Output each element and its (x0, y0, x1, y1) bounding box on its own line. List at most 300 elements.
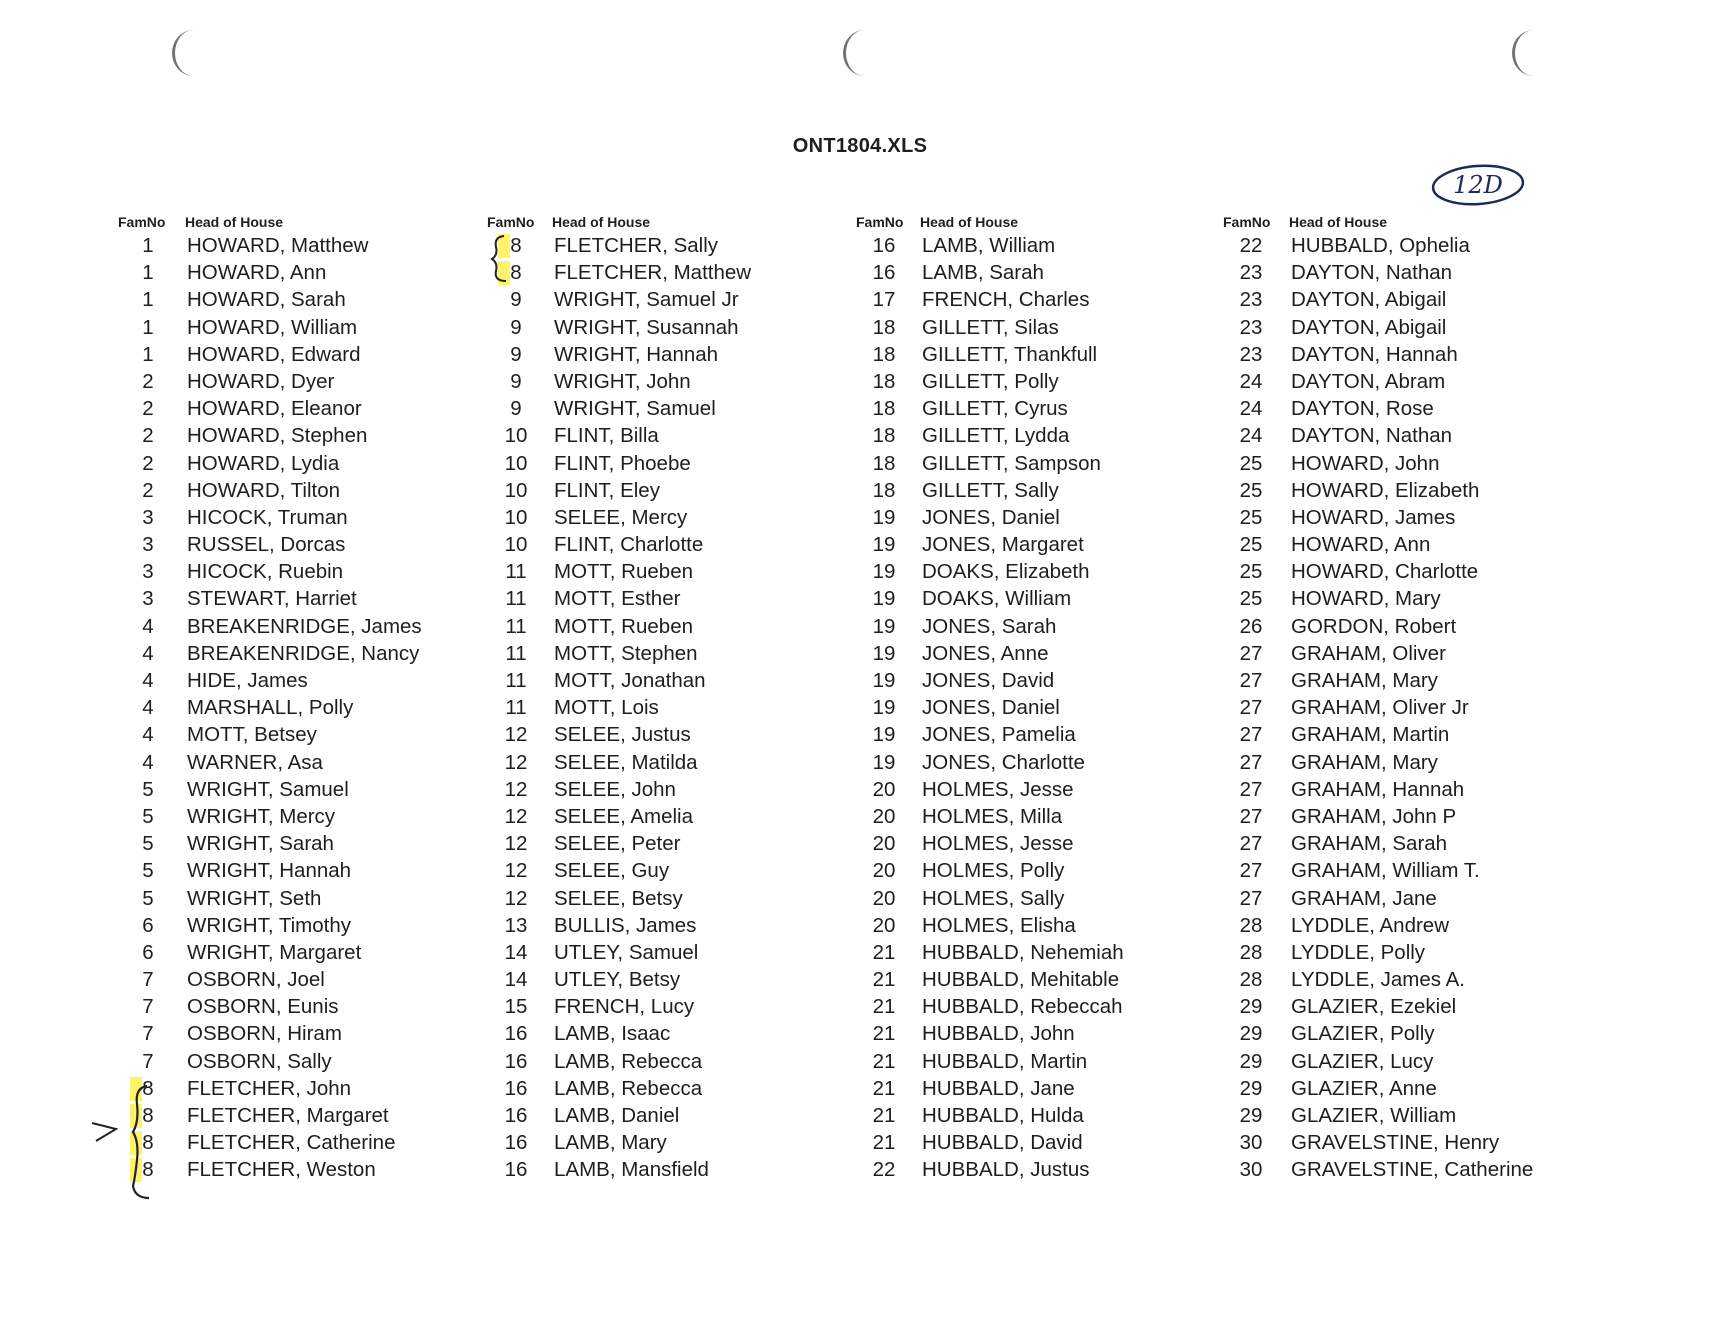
table-row (1223, 452, 1563, 479)
famno-cell: 18 (872, 424, 896, 448)
head-of-house-cell: GRAVELSTINE, Henry (1291, 1131, 1500, 1155)
table-row (1223, 805, 1563, 832)
table-row (1223, 914, 1563, 941)
famno-cell: 5 (142, 777, 154, 801)
head-of-house-cell: SELEE, Justus (554, 723, 691, 747)
famno-cell: 17 (872, 288, 896, 312)
famno-cell: 22 (872, 1158, 896, 1182)
table-row (856, 723, 1196, 750)
table-column-2 (487, 212, 827, 1186)
table-row (487, 370, 827, 397)
table-row (118, 859, 458, 886)
famno-cell: 27 (1239, 859, 1263, 883)
famno-cell: 19 (872, 750, 896, 774)
famno-cell: 19 (872, 641, 896, 665)
famno-cell: 2 (142, 451, 154, 475)
head-of-house-cell: WRIGHT, Susannah (554, 315, 739, 339)
table-row (487, 778, 827, 805)
hole-punch-mark (172, 30, 215, 76)
table-column-4 (1223, 212, 1563, 1186)
famno-cell: 28 (1239, 913, 1263, 937)
table-row (1223, 832, 1563, 859)
head-of-house-cell: FLETCHER, Catherine (187, 1131, 396, 1155)
famno-cell: 21 (872, 1076, 896, 1100)
head-of-house-cell: GRAHAM, Hannah (1291, 777, 1465, 801)
head-of-house-cell: LAMB, Rebecca (554, 1049, 703, 1073)
famno-cell: 12 (504, 859, 528, 883)
table-row (487, 832, 827, 859)
head-of-house-cell: SELEE, Peter (554, 832, 681, 856)
head-of-house-cell: MOTT, Stephen (554, 641, 698, 665)
head-of-house-cell: HOLMES, Polly (922, 859, 1065, 883)
head-of-house-cell: DAYTON, Abram (1291, 369, 1446, 393)
head-of-house-cell: WRIGHT, Samuel (187, 777, 349, 801)
famno-cell: 11 (505, 560, 527, 584)
famno-cell: 21 (872, 1022, 896, 1046)
head-of-house-cell: GLAZIER, Lucy (1291, 1049, 1434, 1073)
table-row (856, 1104, 1196, 1131)
famno-cell: 4 (142, 696, 154, 720)
table-row (118, 669, 458, 696)
head-of-house-cell: HOWARD, Matthew (187, 234, 369, 257)
table-row (487, 859, 827, 886)
head-of-house-cell: JONES, Margaret (922, 533, 1084, 557)
head-of-house-cell: HOWARD, Stephen (187, 424, 368, 448)
table-row (1223, 723, 1563, 750)
head-of-house-cell: WRIGHT, Hannah (187, 859, 352, 883)
table-row (487, 805, 827, 832)
table-row (1223, 1050, 1563, 1077)
head-of-house-cell: HOWARD, Lydia (187, 451, 340, 475)
table-row (118, 479, 458, 506)
famno-cell: 20 (872, 913, 896, 937)
table-row (118, 1104, 458, 1131)
famno-cell: 10 (504, 505, 528, 529)
head-of-house-cell: WRIGHT, John (554, 369, 691, 393)
table-row (856, 832, 1196, 859)
table-row (1223, 887, 1563, 914)
famno-cell: 12 (504, 750, 528, 774)
famno-cell: 21 (872, 968, 896, 992)
table-row (1223, 1077, 1563, 1104)
table-row (118, 696, 458, 723)
head-of-house-cell: HOWARD, John (1291, 451, 1440, 475)
head-of-house-cell: GLAZIER, Ezekiel (1291, 995, 1457, 1019)
famno-cell: 16 (504, 1076, 528, 1100)
head-of-house-cell: LYDDLE, James A. (1291, 968, 1465, 992)
famno-cell: 19 (872, 723, 896, 747)
head-of-house-cell: LAMB, William (922, 234, 1056, 257)
famno-cell: 3 (142, 587, 154, 611)
head-of-house-cell: HIDE, James (187, 669, 308, 692)
head-of-house-cell: OSBORN, Sally (187, 1049, 332, 1073)
head-of-house-cell: GRAHAM, Sarah (1291, 832, 1448, 856)
head-of-house-cell: MOTT, Rueben (554, 560, 693, 584)
head-of-house-cell: GILLETT, Polly (922, 369, 1059, 393)
famno-cell: 14 (504, 968, 528, 992)
table-row (1223, 968, 1563, 995)
table-row (1223, 234, 1563, 261)
table-row (856, 533, 1196, 560)
head-of-house-cell: WRIGHT, Seth (187, 886, 322, 910)
famno-cell: 12 (504, 832, 528, 856)
head-of-house-cell: HICOCK, Ruebin (187, 560, 344, 584)
head-of-house-cell: HUBBALD, Nehemiah (922, 940, 1124, 964)
table-row (118, 968, 458, 995)
table-row (856, 887, 1196, 914)
head-of-house-cell: GLAZIER, Anne (1291, 1076, 1437, 1100)
table-row (856, 261, 1196, 288)
table-row (856, 805, 1196, 832)
head-of-house-cell: DAYTON, Nathan (1291, 261, 1453, 285)
famno-cell: 23 (1239, 315, 1263, 339)
table-row (118, 723, 458, 750)
head-of-house-cell: GILLETT, Lydda (922, 424, 1070, 448)
table-row (1223, 316, 1563, 343)
table-row (118, 424, 458, 451)
head-of-house-cell: GILLETT, Silas (922, 315, 1059, 339)
famno-cell: 12 (504, 777, 528, 801)
famno-cell: 10 (504, 451, 528, 475)
table-row (856, 1077, 1196, 1104)
handwritten-page-mark (1428, 160, 1528, 210)
head-of-house-cell: FRENCH, Charles (922, 288, 1090, 312)
famno-cell: 23 (1239, 342, 1263, 366)
head-of-house-cell: JONES, Sarah (922, 614, 1057, 638)
head-of-house-cell: GILLETT, Cyrus (922, 397, 1068, 421)
table-row (118, 533, 458, 560)
table-row (487, 261, 827, 288)
table-row (1223, 397, 1563, 424)
famno-cell: 26 (1239, 614, 1263, 638)
famno-cell: 22 (1239, 234, 1263, 257)
table-row (118, 1077, 458, 1104)
head-of-house-cell: HICOCK, Truman (187, 505, 348, 529)
famno-cell: 19 (872, 533, 896, 557)
table-row (487, 587, 827, 614)
head-of-house-cell: GORDON, Robert (1291, 614, 1457, 638)
table-row (118, 343, 458, 370)
famno-cell: 19 (872, 587, 896, 611)
head-of-house-cell: WRIGHT, Hannah (554, 342, 719, 366)
famno-cell: 21 (872, 940, 896, 964)
table-row (487, 723, 827, 750)
table-row (856, 1050, 1196, 1077)
famno-cell: 29 (1239, 1049, 1263, 1073)
table-row (1223, 1104, 1563, 1131)
head-of-house-cell: GLAZIER, Polly (1291, 1022, 1435, 1046)
head-of-house-cell: HUBBALD, Jane (922, 1076, 1075, 1100)
table-row (487, 642, 827, 669)
head-of-house-header: Head of House (1289, 214, 1388, 230)
head-of-house-cell: STEWART, Harriet (187, 587, 357, 611)
head-of-house-cell: OSBORN, Eunis (187, 995, 339, 1019)
famno-cell: 11 (505, 614, 527, 638)
famno-cell: 8 (128, 1131, 168, 1155)
head-of-house-cell: WRIGHT, Samuel (554, 397, 716, 421)
famno-cell: 6 (142, 940, 154, 964)
head-of-house-cell: HUBBALD, Ophelia (1291, 234, 1470, 257)
table-row (856, 968, 1196, 995)
head-of-house-cell: JONES, David (922, 669, 1055, 692)
famno-cell: 19 (872, 614, 896, 638)
table-row (856, 234, 1196, 261)
head-of-house-header: Head of House (552, 214, 651, 230)
head-of-house-cell: OSBORN, Joel (187, 968, 325, 992)
famno-cell: 20 (872, 859, 896, 883)
head-of-house-cell: OSBORN, Hiram (187, 1022, 342, 1046)
table-row (118, 1050, 458, 1077)
famno-header: FamNo (118, 214, 166, 230)
famno-cell: 25 (1239, 505, 1263, 529)
famno-cell: 12 (504, 886, 528, 910)
famno-cell: 10 (504, 478, 528, 502)
head-of-house-cell: GRAHAM, William T. (1291, 859, 1480, 883)
famno-cell: 5 (142, 886, 154, 910)
famno-cell: 16 (504, 1049, 528, 1073)
famno-cell: 24 (1239, 424, 1263, 448)
table-row (487, 397, 827, 424)
head-of-house-cell: LAMB, Mansfield (554, 1158, 709, 1182)
table-row (1223, 778, 1563, 805)
table-row (1223, 642, 1563, 669)
table-row (487, 1050, 827, 1077)
head-of-house-cell: LAMB, Isaac (554, 1022, 671, 1046)
table-row (118, 914, 458, 941)
head-of-house-cell: GILLETT, Sally (922, 478, 1059, 502)
table-row (856, 941, 1196, 968)
famno-cell: 30 (1239, 1131, 1263, 1155)
head-of-house-cell: HUBBALD, Justus (922, 1158, 1090, 1182)
head-of-house-cell: UTLEY, Betsy (554, 968, 681, 992)
head-of-house-cell: LAMB, Daniel (554, 1104, 680, 1127)
table-row (118, 587, 458, 614)
head-of-house-cell: WRIGHT, Margaret (187, 940, 362, 964)
table-row (856, 452, 1196, 479)
table-row (118, 506, 458, 533)
head-of-house-cell: MOTT, Rueben (554, 614, 693, 638)
table-row (487, 1131, 827, 1158)
head-of-house-cell: WRIGHT, Sarah (187, 832, 334, 856)
famno-cell: 18 (872, 315, 896, 339)
table-row (856, 778, 1196, 805)
head-of-house-cell: HOLMES, Milla (922, 804, 1063, 828)
famno-cell: 18 (872, 369, 896, 393)
table-row (1223, 995, 1563, 1022)
table-row (856, 424, 1196, 451)
table-row (1223, 1022, 1563, 1049)
famno-cell: 20 (872, 886, 896, 910)
head-of-house-cell: JONES, Daniel (922, 505, 1060, 529)
head-of-house-cell: BULLIS, James (554, 913, 697, 937)
head-of-house-cell: SELEE, Matilda (554, 750, 698, 774)
famno-cell: 29 (1239, 1022, 1263, 1046)
head-of-house-cell: GRAHAM, Martin (1291, 723, 1450, 747)
head-of-house-cell: DOAKS, William (922, 587, 1072, 611)
famno-cell: 7 (142, 1022, 154, 1046)
famno-cell: 27 (1239, 696, 1263, 720)
table-row (487, 914, 827, 941)
famno-cell: 27 (1239, 832, 1263, 856)
famno-cell: 29 (1239, 1076, 1263, 1100)
table-row (856, 316, 1196, 343)
head-of-house-cell: GLAZIER, William (1291, 1104, 1457, 1127)
table-row (856, 560, 1196, 587)
head-of-house-cell: DAYTON, Rose (1291, 397, 1434, 421)
famno-cell: 15 (504, 995, 528, 1019)
handwritten-arrow-icon (88, 1115, 124, 1145)
famno-cell: 20 (872, 804, 896, 828)
famno-cell: 5 (142, 832, 154, 856)
head-of-house-cell: MOTT, Esther (554, 587, 681, 611)
famno-cell: 21 (872, 995, 896, 1019)
famno-header: FamNo (487, 214, 535, 230)
famno-cell: 9 (510, 397, 522, 421)
famno-cell: 19 (872, 669, 896, 692)
head-of-house-cell: WARNER, Asa (187, 750, 323, 774)
famno-cell: 1 (142, 342, 154, 366)
famno-cell: 16 (872, 234, 896, 257)
famno-cell: 9 (510, 369, 522, 393)
head-of-house-cell: FLETCHER, Margaret (187, 1104, 389, 1127)
head-of-house-cell: HOWARD, Edward (187, 342, 361, 366)
famno-cell: 11 (505, 696, 527, 720)
famno-cell: 28 (1239, 940, 1263, 964)
famno-cell: 10 (504, 424, 528, 448)
famno-cell: 2 (142, 369, 154, 393)
famno-cell: 4 (142, 750, 154, 774)
table-row (118, 1131, 458, 1158)
table-row (1223, 615, 1563, 642)
famno-cell: 29 (1239, 995, 1263, 1019)
head-of-house-cell: UTLEY, Samuel (554, 940, 699, 964)
head-of-house-cell: HOWARD, Eleanor (187, 397, 362, 421)
famno-cell: 25 (1239, 478, 1263, 502)
table-row (487, 234, 827, 261)
famno-cell: 27 (1239, 641, 1263, 665)
table-row (1223, 941, 1563, 968)
famno-cell: 20 (872, 832, 896, 856)
famno-cell: 23 (1239, 288, 1263, 312)
head-of-house-cell: SELEE, Amelia (554, 804, 694, 828)
table-row (487, 452, 827, 479)
famno-cell: 7 (142, 1049, 154, 1073)
head-of-house-cell: FLETCHER, Matthew (554, 261, 752, 285)
famno-cell: 18 (872, 397, 896, 421)
table-row (1223, 506, 1563, 533)
table-row (856, 288, 1196, 315)
head-of-house-cell: MARSHALL, Polly (187, 696, 354, 720)
head-of-house-cell: RUSSEL, Dorcas (187, 533, 346, 557)
head-of-house-cell: BREAKENRIDGE, James (187, 614, 422, 638)
head-of-house-cell: DAYTON, Hannah (1291, 342, 1458, 366)
famno-cell: 4 (142, 641, 154, 665)
head-of-house-cell: GRAHAM, Oliver (1291, 641, 1446, 665)
famno-cell: 25 (1239, 533, 1263, 557)
famno-cell: 21 (872, 1104, 896, 1127)
famno-cell: 9 (510, 342, 522, 366)
famno-cell: 4 (142, 669, 154, 692)
famno-cell: 16 (504, 1158, 528, 1182)
table-row (1223, 370, 1563, 397)
table-row (118, 1022, 458, 1049)
head-of-house-cell: HOWARD, Ann (187, 261, 327, 285)
table-row (118, 778, 458, 805)
famno-cell: 30 (1239, 1158, 1263, 1182)
famno-cell: 11 (505, 669, 527, 692)
table-row (856, 370, 1196, 397)
famno-cell: 7 (142, 968, 154, 992)
head-of-house-cell: FLINT, Charlotte (554, 533, 704, 557)
table-row (118, 887, 458, 914)
famno-cell: 12 (504, 723, 528, 747)
head-of-house-cell: GRAHAM, Jane (1291, 886, 1437, 910)
table-row (856, 479, 1196, 506)
head-of-house-cell: SELEE, Betsy (554, 886, 683, 910)
table-row (856, 1131, 1196, 1158)
famno-cell: 2 (142, 397, 154, 421)
hole-punch-mark (843, 30, 886, 76)
famno-cell: 3 (142, 560, 154, 584)
table-row (118, 288, 458, 315)
famno-cell: 7 (142, 995, 154, 1019)
head-of-house-cell: WRIGHT, Samuel Jr (554, 288, 739, 312)
table-row (1223, 261, 1563, 288)
table-row (1223, 288, 1563, 315)
famno-cell: 27 (1239, 804, 1263, 828)
table-row (487, 424, 827, 451)
column-header-row (487, 212, 827, 234)
table-row (118, 234, 458, 261)
table-row (1223, 587, 1563, 614)
document-title: ONT1804.XLS (792, 135, 928, 157)
table-row (1223, 533, 1563, 560)
head-of-house-cell: HOWARD, Dyer (187, 369, 335, 393)
table-row (487, 1158, 827, 1185)
famno-cell: 28 (1239, 968, 1263, 992)
famno-cell: 21 (872, 1131, 896, 1155)
head-of-house-cell: LAMB, Rebecca (554, 1076, 703, 1100)
famno-cell: 27 (1239, 777, 1263, 801)
table-row (856, 642, 1196, 669)
famno-cell: 27 (1239, 750, 1263, 774)
famno-cell: 16 (872, 261, 896, 285)
table-row (856, 995, 1196, 1022)
table-row (118, 642, 458, 669)
table-row (118, 832, 458, 859)
head-of-house-cell: LAMB, Sarah (922, 261, 1044, 285)
famno-cell: 9 (510, 315, 522, 339)
table-row (856, 696, 1196, 723)
table-row (118, 560, 458, 587)
table-row (487, 1104, 827, 1131)
head-of-house-cell: HUBBALD, Rebeccah (922, 995, 1123, 1019)
table-row (856, 669, 1196, 696)
head-of-house-cell: MOTT, Betsey (187, 723, 317, 747)
famno-cell: 14 (504, 940, 528, 964)
table-row (118, 805, 458, 832)
famno-cell: 24 (1239, 369, 1263, 393)
famno-cell: 1 (142, 234, 154, 257)
head-of-house-cell: GILLETT, Thankfull (922, 342, 1098, 366)
famno-header: FamNo (856, 214, 904, 230)
table-row (856, 615, 1196, 642)
head-of-house-header: Head of House (920, 214, 1019, 230)
table-row (118, 316, 458, 343)
famno-header: FamNo (1223, 214, 1271, 230)
head-of-house-cell: LYDDLE, Andrew (1291, 913, 1450, 937)
column-header-row (856, 212, 1196, 234)
